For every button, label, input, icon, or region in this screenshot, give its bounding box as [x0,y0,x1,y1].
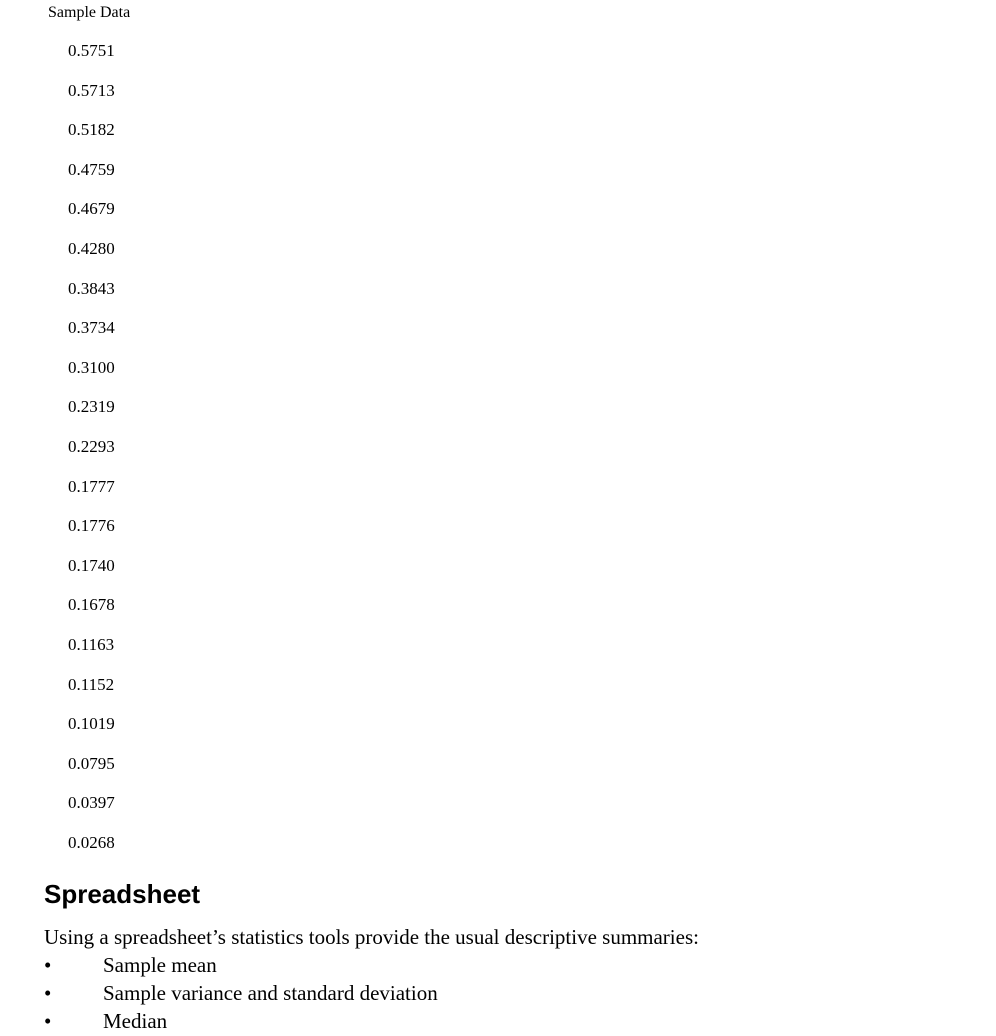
data-value: 0.1152 [68,674,115,694]
data-value: 0.0268 [68,832,115,852]
data-value: 0.2293 [68,436,115,456]
section-heading: Spreadsheet [44,879,201,909]
bullet-icon: • [44,981,52,1005]
data-value: 0.4679 [68,199,115,219]
data-value: 0.4759 [68,159,115,179]
data-value: 0.0795 [68,753,115,773]
list-item [44,952,438,980]
bullet-icon: • [44,953,52,977]
summary-list [44,952,438,1036]
bullet-icon: • [44,1009,52,1033]
intro-paragraph: Using a spreadsheet’s statistics tools provide the usual descriptive summaries: [44,925,699,949]
list-item-text: Sample variance and standard deviation [103,981,438,1005]
list-item-text: Median [103,1009,168,1033]
data-value: 0.3843 [68,278,115,298]
data-value: 0.2319 [68,397,115,417]
data-value: 0.1019 [68,714,115,734]
data-value: 0.4280 [68,238,115,258]
list-item [44,980,438,1008]
table-caption: Sample Data [48,4,131,21]
list-item-text: Sample mean [103,953,217,977]
data-value: 0.3734 [68,318,115,338]
data-value: 0.5751 [68,41,115,60]
data-value: 0.1777 [68,476,115,496]
data-value: 0.0397 [68,793,115,813]
sample-data-list [68,41,115,872]
data-value: 0.1678 [68,595,115,615]
data-value: 0.5713 [68,80,115,100]
data-value: 0.3100 [68,357,115,377]
data-value: 0.1776 [68,516,115,536]
data-value: 0.1163 [68,634,115,654]
data-value: 0.1740 [68,555,115,575]
data-value: 0.5182 [68,120,115,140]
list-item [44,1008,438,1036]
